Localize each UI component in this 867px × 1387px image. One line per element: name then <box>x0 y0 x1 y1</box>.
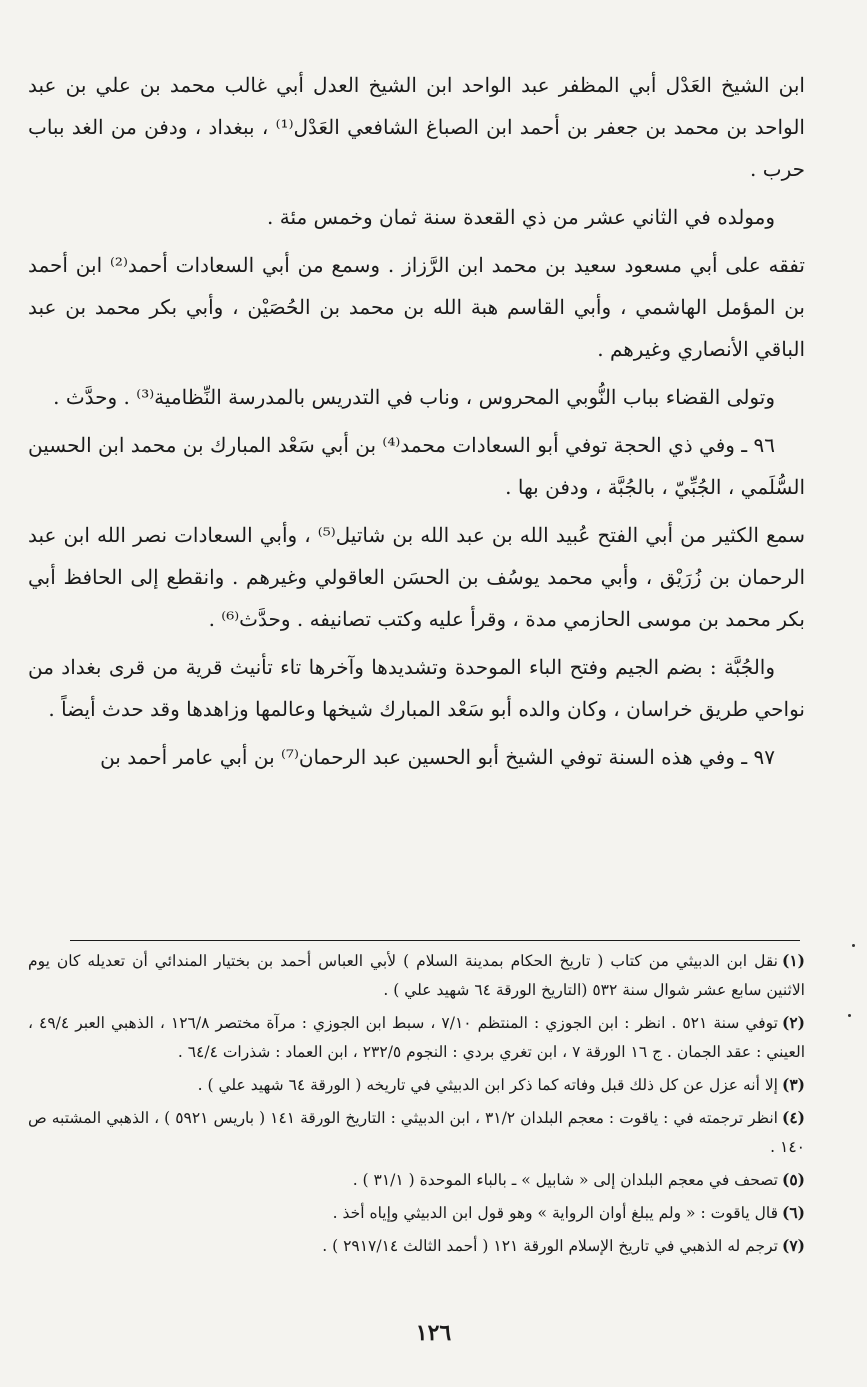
footnote-divider <box>70 940 800 941</box>
footnote-text: تصحف في معجم البلدان إلى « شابيل » ـ بالباء الموحدة ( ٣١/١ ) . <box>352 1171 778 1189</box>
footnote-number: (٦) <box>781 1203 805 1222</box>
footnote-5 <box>28 1165 805 1195</box>
footnote-number: (٢) <box>781 1013 805 1032</box>
footnote-text: توفي سنة ٥٢١ . انظر : ابن الجوزي : المنتظم ٧/١٠ ، سبط ابن الجوزي : مرآة مختصر ١٢٦/٨ ، الذهبي العبر ٤٩/٤ ، العيني : عقد الجمان . ج ١٦ الورقة ٧ ، ابن تغري بردي : النجوم ٢٣٢/٥ ، ابن العماد : شذرات ٦٤/٤ . <box>28 1014 805 1061</box>
footnote-text: إلا أنه عزل عن كل ذلك قبل وفاته كما ذكر ابن الدبيثي في تاريخه ( الورقة ٦٤ شهيد علي ) . <box>197 1076 778 1094</box>
footnote-number: (٣) <box>781 1075 805 1094</box>
footnote-2 <box>28 1008 805 1067</box>
footnote-4 <box>28 1103 805 1162</box>
footnote-7 <box>28 1231 805 1261</box>
footnote-number: (٤) <box>781 1108 805 1127</box>
footnote-number: (١) <box>781 951 805 970</box>
footnote-number: (٥) <box>781 1170 805 1189</box>
scan-speck <box>852 944 855 947</box>
page-number: ١٢٦ <box>415 1320 452 1346</box>
paragraph-3: تفقه على أبي مسعود سعيد بن محمد ابن الرَّزاز . وسمع من أبي السعادات أحمد⁽²⁾ ابن أحمد بن المؤمل الهاشمي ، وأبي القاسم هبة الله بن محمد بن الحُصَيْن ، وأبي بكر محمد بن عبد الباقي الأنصاري وغيرهم . <box>28 253 805 361</box>
main-text <box>28 64 805 784</box>
footnote-1 <box>28 946 805 1005</box>
paragraph-4: وتولى القضاء بباب النُّوبي المحروس ، وناب في التدريس بالمدرسة النِّظامية⁽³⁾ . وحدَّث . <box>53 385 775 409</box>
entry-97: ٩٧ ـ وفي هذه السنة توفي الشيخ أبو الحسين عبد الرحمان⁽⁷⁾ بن أبي عامر أحمد بن <box>100 745 775 769</box>
footnote-3 <box>28 1070 805 1100</box>
footnotes <box>28 946 805 1264</box>
paragraph-2: ومولده في الثاني عشر من ذي القعدة سنة ثمان وخمس مئة . <box>267 205 775 229</box>
footnote-number: (٧) <box>781 1236 805 1255</box>
entry-96: ٩٦ ـ وفي ذي الحجة توفي أبو السعادات محمد⁽⁴⁾ بن أبي سَعْد المبارك بن محمد ابن الحسين السُّلَمي ، الجُبِّيّ ، بالجُبَّة ، ودفن بها . <box>28 433 805 499</box>
footnote-text: نقل ابن الدبيثي من كتاب ( تاريخ الحكام بمدينة السلام ) لأبي العباس أحمد بن بختيار المندائي أن تعديله كان يوم الاثنين سابع عشر شوال سنة ٥٣٢ (التاريخ الورقة ٦٤ شهيد علي ) . <box>28 952 805 999</box>
footnote-text: ترجم له الذهبي في تاريخ الإسلام الورقة ١٢١ ( أحمد الثالث ٢٩١٧/١٤ ) . <box>322 1237 778 1255</box>
paragraph-1: ابن الشيخ العَدْل أبي المظفر عبد الواحد ابن الشيخ العدل أبي غالب محمد بن علي بن عبد الواحد بن محمد بن جعفر بن أحمد ابن الصباغ الشافعي العَدْل⁽¹⁾ ، ببغداد ، ودفن من الغد بباب حرب . <box>28 73 805 181</box>
scan-speck <box>848 1014 851 1017</box>
footnote-6 <box>28 1198 805 1228</box>
footnote-text: انظر ترجمته في : ياقوت : معجم البلدان ٣١/٢ ، ابن الدبيثي : التاريخ الورقة ١٤١ ( باريس ٥٩٢١ ) ، الذهبي المشتبه ص ١٤٠ . <box>28 1109 805 1156</box>
paragraph-7: والجُبَّة : بضم الجيم وفتح الباء الموحدة وتشديدها وآخرها تاء تأنيث قرية من قرى بغداد من نواحي طريق خراسان ، وكان والده أبو سَعْد المبارك شيخها وعالمها وزاهدها وقد حدث أيضاً . <box>28 655 805 721</box>
paragraph-6: سمع الكثير من أبي الفتح عُبيد الله بن عبد الله بن شاتيل⁽⁵⁾ ، وأبي السعادات نصر الله ابن عبد الرحمان بن زُرَيْق ، وأبي محمد يوسُف بن الحسَن العاقولي وغيرهم . وانقطع إلى الحافظ أبي بكر محمد بن موسى الحازمي مدة ، وقرأ عليه وكتب تصانيفه . وحدَّث⁽⁶⁾ . <box>28 523 805 631</box>
footnote-text: قال ياقوت : « ولم يبلغ أوان الرواية » وهو قول ابن الدبيثي وإياه أخذ . <box>332 1204 778 1222</box>
